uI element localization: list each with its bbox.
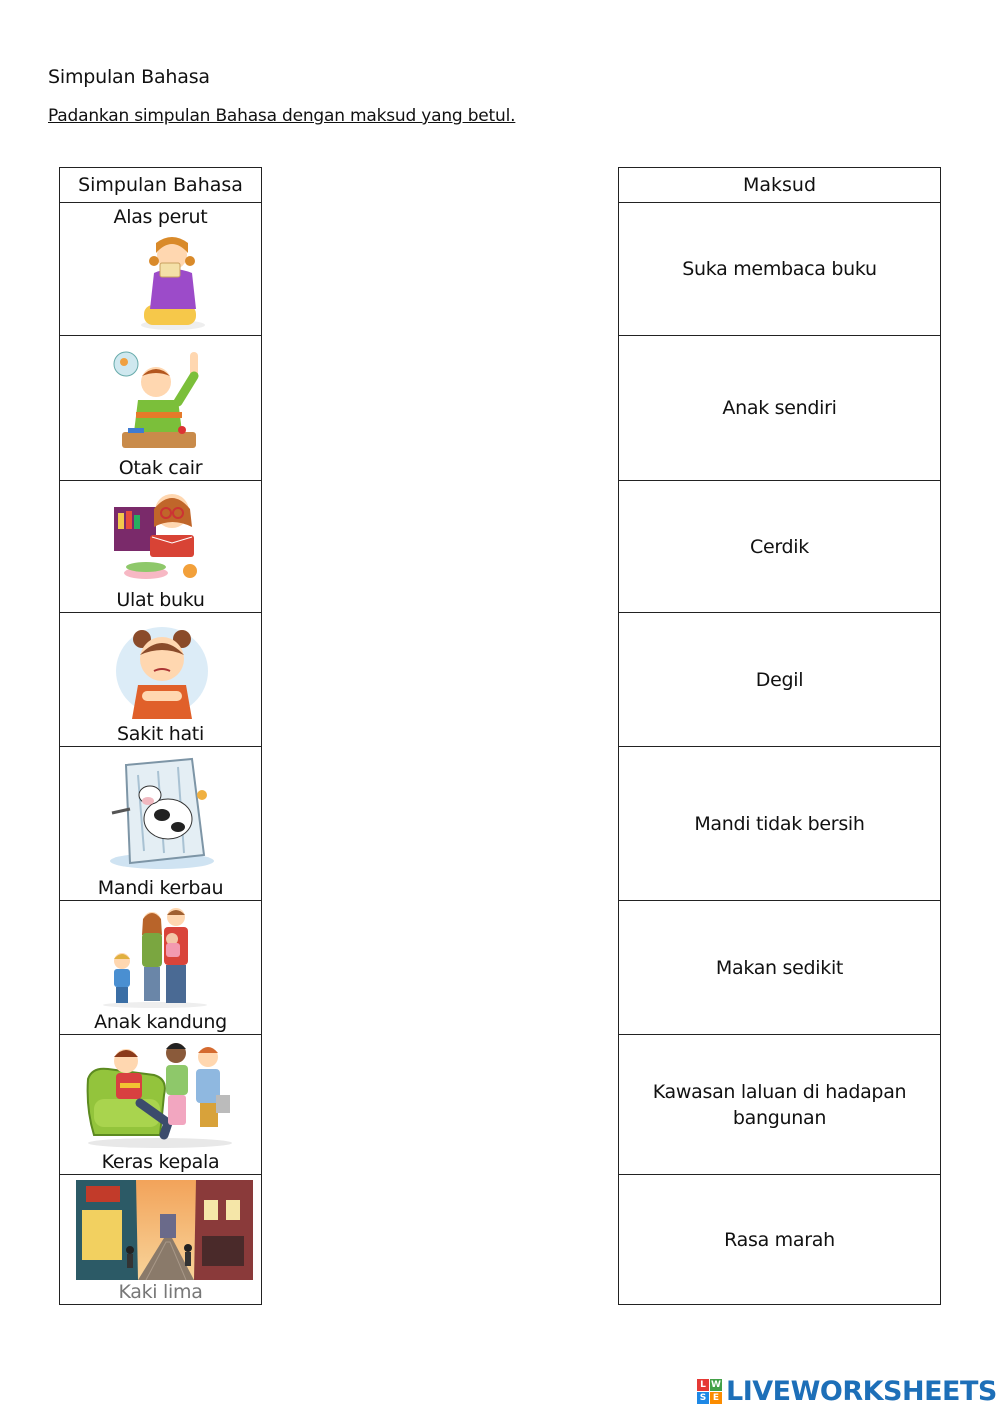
- logo-square: W: [711, 1380, 721, 1390]
- simpulan-bahasa-header: Simpulan Bahasa: [60, 168, 262, 203]
- logo-square: L: [697, 1379, 709, 1391]
- meaning-cell[interactable]: Kawasan laluan di hadapan bangunan: [619, 1035, 941, 1175]
- meaning-cell[interactable]: Cerdik: [619, 481, 941, 613]
- worksheet-title: Simpulan Bahasa: [48, 66, 210, 88]
- meaning-cell[interactable]: Makan sedikit: [619, 901, 941, 1035]
- idiom-cell[interactable]: [60, 481, 262, 613]
- idiom-cell[interactable]: [60, 1035, 262, 1175]
- idiom-cell[interactable]: [60, 1175, 262, 1305]
- family-icon: [100, 905, 210, 1009]
- logo-square: S: [697, 1392, 709, 1404]
- liveworksheets-logo-icon: [697, 1379, 722, 1404]
- idiom-label: Keras kepala: [101, 1151, 220, 1173]
- meaning-cell[interactable]: Mandi tidak bersih: [619, 747, 941, 901]
- girl-eating-sandwich-icon: [138, 233, 208, 331]
- boy-slouching-armchair-icon: [84, 1039, 236, 1149]
- idiom-label: Anak kandung: [94, 1011, 227, 1033]
- maksud-header: Maksud: [619, 168, 941, 203]
- idiom-cell[interactable]: [60, 901, 262, 1035]
- idiom-cell[interactable]: [60, 203, 262, 336]
- idiom-label: Alas perut: [113, 206, 208, 228]
- idiom-label: Sakit hati: [117, 723, 204, 745]
- worksheet-instruction: Padankan simpulan Bahasa dengan maksud yang betul.: [48, 106, 516, 126]
- idiom-label: Mandi kerbau: [97, 877, 224, 899]
- girl-upset-icon: [112, 619, 212, 719]
- idiom-label: Otak cair: [118, 457, 203, 479]
- street-walkway-icon: [76, 1180, 253, 1280]
- idiom-cell[interactable]: [60, 336, 262, 481]
- logo-square: E: [710, 1392, 722, 1404]
- simpulan-bahasa-table: [59, 167, 262, 1305]
- maksud-table: [618, 167, 941, 1305]
- girl-reading-book-icon: [110, 487, 204, 585]
- meaning-cell[interactable]: Suka membaca buku: [619, 203, 941, 336]
- idiom-cell[interactable]: [60, 613, 262, 747]
- meaning-cell[interactable]: Anak sendiri: [619, 336, 941, 481]
- meaning-cell[interactable]: Degil: [619, 613, 941, 747]
- idiom-label: Kaki lima: [118, 1281, 203, 1303]
- cow-in-shower-icon: [108, 755, 216, 871]
- logo-text: LIVEWORKSHEETS: [726, 1376, 997, 1407]
- idiom-label: Ulat buku: [116, 589, 205, 611]
- meaning-cell[interactable]: Rasa marah: [619, 1175, 941, 1305]
- idiom-cell[interactable]: [60, 747, 262, 901]
- boy-raising-hand-icon: [108, 348, 208, 456]
- liveworksheets-logo[interactable]: [697, 1376, 997, 1407]
